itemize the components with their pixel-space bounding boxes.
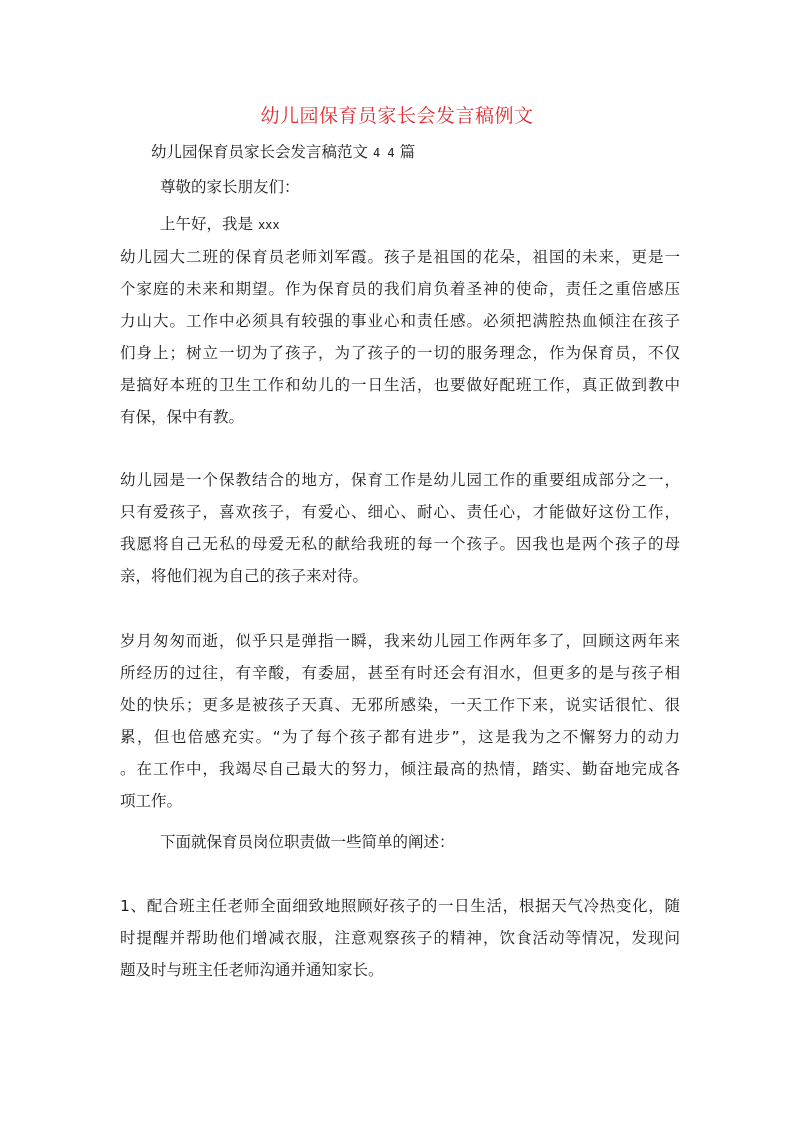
paragraph-line: 是搞好本班的卫生工作和幼儿的一日生活，也要做好配班工作，真正做到教中 [120, 376, 680, 394]
paragraph-line: 幼儿园大二班的保育员老师刘军霞。孩子是祖国的花朵，祖国的未来，更是一 [120, 248, 680, 266]
paragraph-line: 们身上；树立一切为了孩子，为了孩子的一切的服务理念，作为保育员，不仅 [120, 344, 680, 362]
paragraph-line: 累，但也倍感充实。“为了每个孩子都有进步”，这是我为之不懈努力的动力 [120, 728, 680, 746]
paragraph-line: 只有爱孩子，喜欢孩子，有爱心、细心、耐心、责任心，才能做好这份工作， [120, 503, 680, 521]
paragraph-line: 个家庭的未来和期望。作为保育员的我们肩负着圣神的使命，责任之重倍感压 [120, 280, 680, 298]
paragraph-line: 有保，保中有教。 [120, 408, 245, 426]
paragraph-line: 岁月匆匆而逝，似乎只是弹指一瞬，我来幼儿园工作两年多了，回顾这两年来 [120, 632, 680, 650]
subtitle-line [151, 142, 415, 163]
paragraph-3 [120, 625, 680, 817]
paragraph-line: 亲，将他们视为自己的孩子来对待。 [120, 567, 369, 585]
paragraph-line: 时提醒并帮助他们增减衣服，注意观察孩子的精神，饮食活动等情况，发现问 [120, 929, 680, 947]
paragraph-line: 。在工作中，我竭尽自己最大的努力，倾注最高的热情，踏实、勤奋地完成各 [120, 760, 680, 778]
paragraph-2 [120, 464, 680, 592]
paragraph-line: 所经历的过往，有辛酸，有委屈，甚至有时还会有泪水，但更多的是与孩子相 [120, 664, 680, 682]
paragraph-line: 处的快乐；更多是被孩子天真、无邪所感染，一天工作下来，说实话很忙、很 [120, 696, 680, 714]
paragraph-line: 幼儿园是一个保教结合的地方，保育工作是幼儿园工作的重要组成部分之一， [120, 471, 680, 489]
paragraph-line: 力山大。工作中必须具有较强的事业心和责任感。必须把满腔热血倾注在孩子 [120, 312, 680, 330]
paragraph-1 [120, 241, 680, 433]
subtitle-text: 幼儿园保育员家长会发言稿范文 [151, 143, 369, 161]
paragraph-line: 我愿将自己无私的母爱无私的献给我班的每一个孩子。因我也是两个孩子的母 [120, 535, 680, 553]
duties-intro: 下面就保育员岗位职责做一些简单的阐述： [160, 833, 455, 851]
paragraph-line: 1、配合班主任老师全面细致地照顾好孩子的一日生活，根据天气冷热变化，随 [120, 897, 680, 915]
intro-line [160, 214, 280, 235]
intro-name: xxx [257, 218, 280, 232]
subtitle-suffix: 篇 [399, 143, 416, 161]
document-title: 幼儿园保育员家长会发言稿例文 [260, 105, 534, 127]
paragraph-line: 项工作。 [120, 792, 183, 810]
subtitle-count: 4 4 [372, 146, 395, 160]
duty-item-1 [120, 890, 680, 986]
paragraph-line: 题及时与班主任老师沟通并通知家长。 [120, 961, 384, 979]
intro-text: 上午好，我是 [160, 215, 254, 233]
greeting: 尊敬的家长朋友们： [160, 178, 300, 196]
